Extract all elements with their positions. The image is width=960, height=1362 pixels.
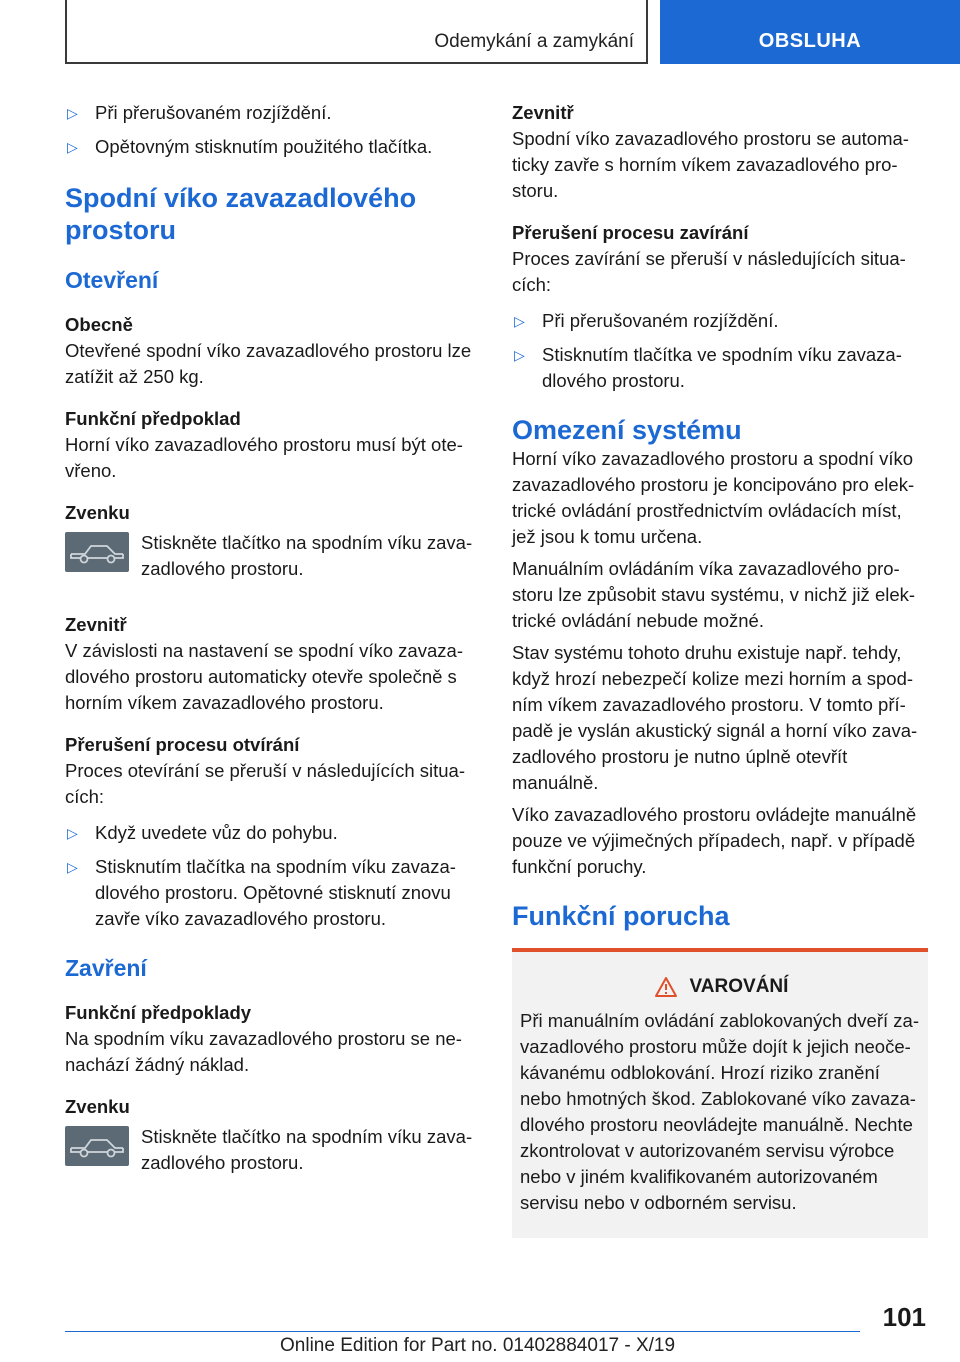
list-item: ▷ Když uvedete vůz do pohybu. (65, 820, 480, 846)
icon-instruction (65, 530, 480, 582)
car-outline-icon (65, 532, 129, 572)
paragraph-heading: Funkční předpoklad (65, 408, 241, 429)
subsection-heading: Zavření (65, 955, 147, 981)
paragraph: Horní víko zavazadlového prostoru musí být otevřeno. (65, 434, 463, 481)
paragraph: Stav systému tohoto druhu existuje např. tehdy, když hrozí nebezpečí kolize mezi horním a spodním víkem zavazadlového prostoru. V tomto případě je vyslán akustický signál a horní víko zavazadlového prostoru je nutno úplně otevřít manuálně. (512, 642, 918, 793)
bullet-triangle-icon: ▷ (67, 825, 78, 841)
list-item: ▷ Stisknutím tlačítka ve spodním víku zavazadlového prostoru. (514, 344, 902, 391)
footer-divider (65, 1331, 860, 1332)
bullet-triangle-icon: ▷ (67, 139, 78, 155)
paragraph: Stiskněte tlačítko na spodním víku zavazadlového prostoru. (141, 1126, 473, 1173)
paragraph: Spodní víko zavazadlového prostoru se automaticky zavře s horním víkem zavazadlového prostoru. (512, 128, 909, 201)
warning-text: Při manuálním ovládání zablokovaných dveří zavazadlového prostoru může dojít k jejich neočekávanému odblokování. Hrozí riziko zranění nebo hmotných škod. Zablokované víko zavazadlového prostoru neovládejte manuálně. Nechte zkontrolovat v autorizovaném servisu výrobce nebo v jiném kvalifikovaném autorizovaném servisu nebo v odborném servisu. (520, 1010, 919, 1213)
paragraph-heading: Přerušení procesu otvírání (65, 734, 300, 755)
header-section-tab: OBSLUHA (660, 0, 960, 64)
car-outline-icon (65, 1126, 129, 1166)
warning-box (512, 948, 928, 1238)
left-column (65, 100, 480, 1176)
paragraph-heading: Obecně (65, 314, 133, 335)
paragraph-heading: Zevnitř (65, 614, 127, 635)
bullet-triangle-icon: ▷ (67, 105, 78, 121)
paragraph-heading: Funkční předpoklady (65, 1002, 252, 1023)
paragraph: Manuálním ovládáním víka zavazadlového prostoru lze způsobit stavu systému, v nichž již elektrické ovládání nebude možné. (512, 558, 916, 631)
section-heading: Funkční porucha (512, 901, 730, 931)
icon-instruction (65, 1124, 480, 1176)
section-heading: Spodní víko zavazadlového prostoru (65, 183, 417, 245)
paragraph: Proces otevírání se přeruší v následujících situacích: (65, 760, 466, 807)
subsection-heading: Otevření (65, 267, 159, 293)
bullet-triangle-icon: ▷ (514, 347, 525, 363)
paragraph: Otevřené spodní víko zavazadlového prostoru lze zatížit až 250 kg. (65, 340, 472, 387)
list-item: ▷ Při přerušovaném rozjíždění. (65, 100, 480, 126)
list-item: ▷ Stisknutím tlačítka na spodním víku zavazadlového prostoru. Opětovné stisknutí znovu zavře víko zavazadlového prostoru. (67, 856, 456, 929)
paragraph: V závislosti na nastavení se spodní víko zavazadlového prostoru automaticky otevře společně s horním víkem zavazadlového prostoru. (65, 640, 463, 713)
warning-triangle-icon (654, 976, 678, 998)
paragraph-heading: Přerušení procesu zavírání (512, 222, 749, 243)
paragraph: Stiskněte tlačítko na spodním víku zavazadlového prostoru. (141, 532, 473, 579)
paragraph-heading: Zvenku (65, 502, 130, 523)
section-heading: Omezení systému (512, 415, 742, 445)
page-number: 101 (882, 1302, 926, 1332)
list-item: ▷ Při přerušovaném rozjíždění. (512, 308, 928, 334)
list-item: ▷ Opětovným stisknutím použitého tlačítka. (65, 134, 480, 160)
paragraph: Proces zavírání se přeruší v následujících situacích: (512, 248, 906, 295)
paragraph: Horní víko zavazadlového prostoru a spodní víko zavazadlového prostoru je koncipováno pro elektrické ovládání prostřednictvím ovládacích míst, jež jsou k tomu určena. (512, 448, 915, 547)
header-title-box (65, 0, 648, 64)
header-title: Odemykání a zamykání (434, 31, 634, 52)
paragraph-heading: Zvenku (65, 1096, 130, 1117)
bullet-triangle-icon: ▷ (67, 859, 78, 875)
bullet-triangle-icon: ▷ (514, 313, 525, 329)
warning-title: VAROVÁNÍ (520, 974, 922, 1000)
paragraph: Na spodním víku zavazadlového prostoru se nenachází žádný náklad. (65, 1028, 462, 1075)
paragraph: Víko zavazadlového prostoru ovládejte manuálně pouze ve výjimečných případech, např. v případě funkční poruchy. (512, 804, 917, 877)
right-column (512, 100, 928, 1238)
edition-note: Online Edition for Part no. 01402884017 - X/19 (280, 1335, 676, 1356)
paragraph-heading: Zevnitř (512, 102, 574, 123)
